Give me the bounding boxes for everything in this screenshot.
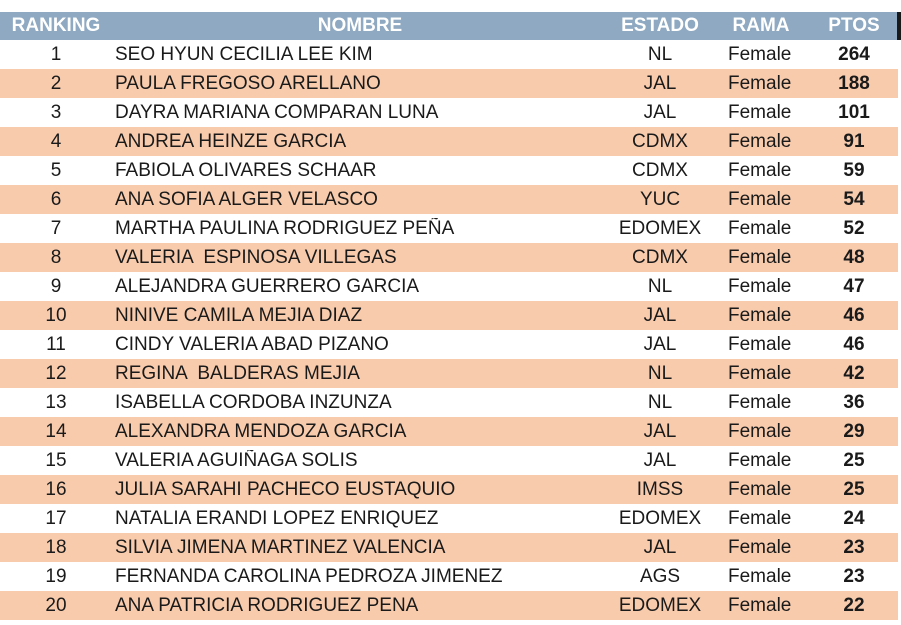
table-row [0,301,898,330]
cell-points: 54 [843,188,865,210]
cell-state: YUC [639,188,681,210]
cell-name: VALERIA ESPINOSA VILLEGAS [115,246,397,268]
table-row [0,185,898,214]
cell-rank: 16 [45,478,67,500]
cell-branch: Female [728,449,792,471]
cell-rank: 2 [50,72,62,94]
cell-points: 46 [843,333,865,355]
cell-state: JAL [643,72,677,94]
cell-rank: 7 [50,217,62,239]
cell-name: NINIVE CAMILA MEJIA DIAZ [115,304,363,326]
cell-name: ALEXANDRA MENDOZA GARCIA [115,420,407,442]
cell-branch: Female [728,101,792,123]
cell-state: CDMX [632,246,688,268]
cell-points: 52 [843,217,865,239]
cell-branch: Female [728,507,792,529]
cell-points: 23 [843,565,865,587]
cell-branch: Female [728,333,792,355]
cell-state: NL [647,362,673,384]
table-row [0,127,898,156]
cell-rank: 3 [50,101,62,123]
header-edge-divider [897,12,901,40]
table-row [0,156,898,185]
cell-state: NL [647,275,673,297]
cell-branch: Female [728,420,792,442]
table-row [0,388,898,417]
table-row [0,475,898,504]
cell-rank: 19 [45,565,67,587]
cell-state: JAL [643,304,677,326]
cell-points: 36 [843,391,865,413]
cell-points: 25 [843,449,865,471]
cell-state: JAL [643,536,677,558]
cell-branch: Female [728,72,792,94]
table-row [0,98,898,127]
cell-branch: Female [728,536,792,558]
table-row [0,330,898,359]
cell-points: 264 [838,43,870,65]
cell-points: 48 [843,246,865,268]
table-row [0,591,898,620]
table-header [0,12,898,40]
cell-state: EDOMEX [618,594,702,616]
cell-state: JAL [643,449,677,471]
cell-state: EDOMEX [618,217,702,239]
cell-points: 29 [843,420,865,442]
cell-state: JAL [643,333,677,355]
cell-rank: 9 [50,275,62,297]
table-row [0,40,898,69]
cell-points: 59 [843,159,865,181]
cell-points: 23 [843,536,865,558]
cell-name: ANDREA HEINZE GARCIA [115,130,347,152]
cell-state: JAL [643,101,677,123]
cell-name: CINDY VALERIA ABAD PIZANO [115,333,389,355]
cell-rank: 10 [45,304,67,326]
cell-branch: Female [728,594,792,616]
table-row [0,272,898,301]
cell-state: NL [647,43,673,65]
cell-branch: Female [728,565,792,587]
cell-branch: Female [728,159,792,181]
table-body [0,40,898,620]
table-row [0,562,898,591]
cell-state: NL [647,391,673,413]
cell-branch: Female [728,43,792,65]
cell-rank: 15 [45,449,67,471]
cell-branch: Female [728,478,792,500]
cell-name: JULIA SARAHI PACHECO EUSTAQUIO [115,478,456,500]
cell-points: 46 [843,304,865,326]
cell-state: IMSS [636,478,684,500]
cell-name: SILVIA JIMENA MARTINEZ VALENCIA [115,536,446,558]
cell-name: ANA SOFIA ALGER VELASCO [115,188,378,210]
cell-points: 25 [843,478,865,500]
cell-rank: 5 [50,159,62,181]
cell-rank: 20 [45,594,67,616]
cell-points: 101 [838,101,870,123]
cell-name: NATALIA ERANDI LOPEZ ENRIQUEZ [115,507,439,529]
cell-rank: 1 [50,43,62,65]
cell-rank: 11 [46,333,66,355]
header-branch: RAMA [732,15,790,36]
header-state: ESTADO [621,15,699,36]
cell-rank: 6 [50,188,62,210]
cell-name: DAYRA MARIANA COMPARAN LUNA [115,101,439,123]
cell-name: SEO HYUN CECILIA LEE KIM [115,43,373,65]
table-row [0,359,898,388]
header-ranking: RANKING [11,15,101,36]
cell-branch: Female [728,304,792,326]
table-row [0,214,898,243]
cell-rank: 14 [45,420,67,442]
cell-branch: Female [728,391,792,413]
cell-state: CDMX [632,130,688,152]
cell-name: ISABELLA CORDOBA INZUNZA [115,391,392,413]
cell-branch: Female [728,246,792,268]
table-row [0,243,898,272]
cell-name: FABIOLA OLIVARES SCHAAR [115,159,377,181]
cell-points: 42 [843,362,865,384]
cell-points: 91 [843,130,865,152]
cell-points: 24 [843,507,865,529]
cell-state: CDMX [632,159,688,181]
cell-branch: Female [728,362,792,384]
table-row [0,446,898,475]
table-row [0,504,898,533]
cell-branch: Female [728,217,792,239]
cell-name: FERNANDA CAROLINA PEDROZA JIMENEZ [115,565,503,587]
cell-state: AGS [639,565,681,587]
cell-state: EDOMEX [618,507,702,529]
cell-rank: 13 [45,391,67,413]
cell-branch: Female [728,188,792,210]
cell-branch: Female [728,275,792,297]
cell-points: 188 [838,72,870,94]
cell-rank: 4 [50,130,62,152]
cell-name: VALERIA AGUIÑAGA SOLIS [115,449,358,471]
cell-rank: 17 [45,507,67,529]
table-row [0,69,898,98]
header-name: NOMBRE [317,15,403,36]
cell-branch: Female [728,130,792,152]
cell-name: ANA PATRICIA RODRIGUEZ PENA [115,594,419,616]
cell-rank: 18 [45,536,67,558]
cell-points: 47 [843,275,865,297]
cell-name: MARTHA PAULINA RODRIGUEZ PEÑA [115,217,455,239]
cell-points: 22 [843,594,865,616]
cell-state: JAL [643,420,677,442]
cell-name: ALEJANDRA GUERRERO GARCIA [115,275,420,297]
cell-rank: 8 [50,246,62,268]
table-row [0,533,898,562]
table-row [0,417,898,446]
cell-name: REGINA BALDERAS MEJIA [115,362,360,384]
cell-name: PAULA FREGOSO ARELLANO [115,72,381,94]
cell-rank: 12 [45,362,67,384]
header-points: PTOS [828,15,880,36]
